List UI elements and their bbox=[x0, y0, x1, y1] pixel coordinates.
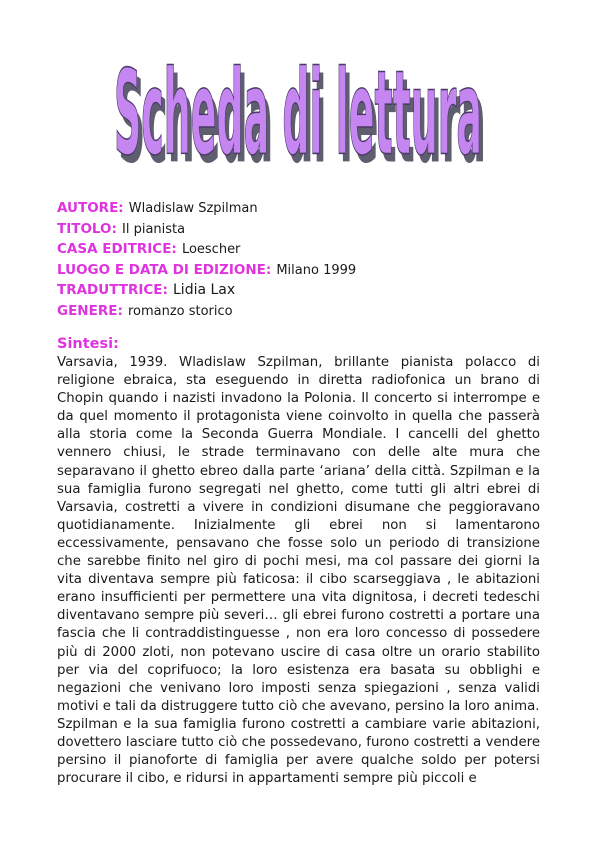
book-info bbox=[57, 197, 547, 320]
summary-paragraph-2: Szpilman e la sua famiglia furono costretti a cambiare varie abitazioni, dovettero lasciare tutto ciò che possedevano, furono costretti a vendere persino il pianoforte di famiglia per avere qualche soldo per potersi procurare il cibo, e ridursi in appartamenti sempre più piccoli e bbox=[57, 716, 540, 787]
translator-row bbox=[57, 279, 547, 300]
wordart-title-graphic bbox=[0, 58, 596, 178]
publisher-row bbox=[57, 238, 547, 259]
summary-paragraph-1: Varsavia, 1939. Wladislaw Szpilman, brillante pianista polacco di religione ebraica, sta eseguendo in diretta radiofonica un brano di Chopin quando i nazisti invadono la Polonia. Il concerto si interrompe e da quel momento il protagonista viene coinvolto in quella che passerà alla storia come la Seconda Guerra Mondiale. I cancelli del ghetto vennero chiusi, le strade terminavano con delle alte mura che separavano il ghetto ebreo dalla parte ‘ariana’ della città. Szpilman e la sua famiglia furono segregati nel ghetto, come tutti gli altri ebrei di Varsavia, costretti a vivere in condizioni disumane che peggioravano quotidianamente. Inizialmente gli ebrei non si lamentarono eccessivamente, pensavano che fosse solo un periodo di transizione che sarebbe finito nel giro di pochi mesi, ma col passare dei giorni la vita diventava sempre più faticosa: il cibo scarseggiava , le abitazioni erano insufficienti per permettere una vita dignitosa, i decreti tedeschi diventavano sempre più severi… gli ebrei furono costretti a portare una fascia che li contraddistinguesse , non era loro concesso di possedere più di 2000 zloti, non potevano uscire di casa oltre un orario stabilito per via del coprifuoco; la loro esistenza era basata su obblighi e negazioni che venivano loro imposti senza spiegazioni , senza validi motivi e tali da distruggere tutto ciò che avevano, persino la loro anima. bbox=[57, 355, 540, 714]
title-value: Il pianista bbox=[122, 221, 186, 237]
title-label: TITOLO: bbox=[57, 220, 117, 237]
summary-section bbox=[57, 335, 540, 788]
translator-value: Lidia Lax bbox=[173, 282, 236, 298]
publisher-label: CASA EDITRICE: bbox=[57, 241, 177, 257]
place-date-value: Milano 1999 bbox=[276, 262, 357, 278]
genre-value: romanzo storico bbox=[127, 303, 233, 319]
author-row bbox=[57, 197, 547, 218]
author-label: AUTORE: bbox=[57, 200, 124, 216]
genre-row bbox=[57, 300, 547, 321]
summary-heading: Sintesi: bbox=[57, 336, 119, 352]
genre-label: GENERE: bbox=[57, 302, 123, 319]
translator-label: TRADUTTRICE: bbox=[57, 282, 168, 298]
publisher-value: Loescher bbox=[181, 242, 241, 257]
page-title: Scheda di lettura bbox=[114, 58, 483, 178]
title-row bbox=[57, 218, 547, 239]
wordart-title bbox=[0, 58, 596, 178]
place-date-label: LUOGO E DATA DI EDIZIONE: bbox=[57, 261, 272, 278]
author-value: Wladislaw Szpilman bbox=[128, 201, 258, 216]
place-date-row bbox=[57, 259, 547, 280]
title-shadow: Scheda di lettura bbox=[118, 58, 486, 178]
